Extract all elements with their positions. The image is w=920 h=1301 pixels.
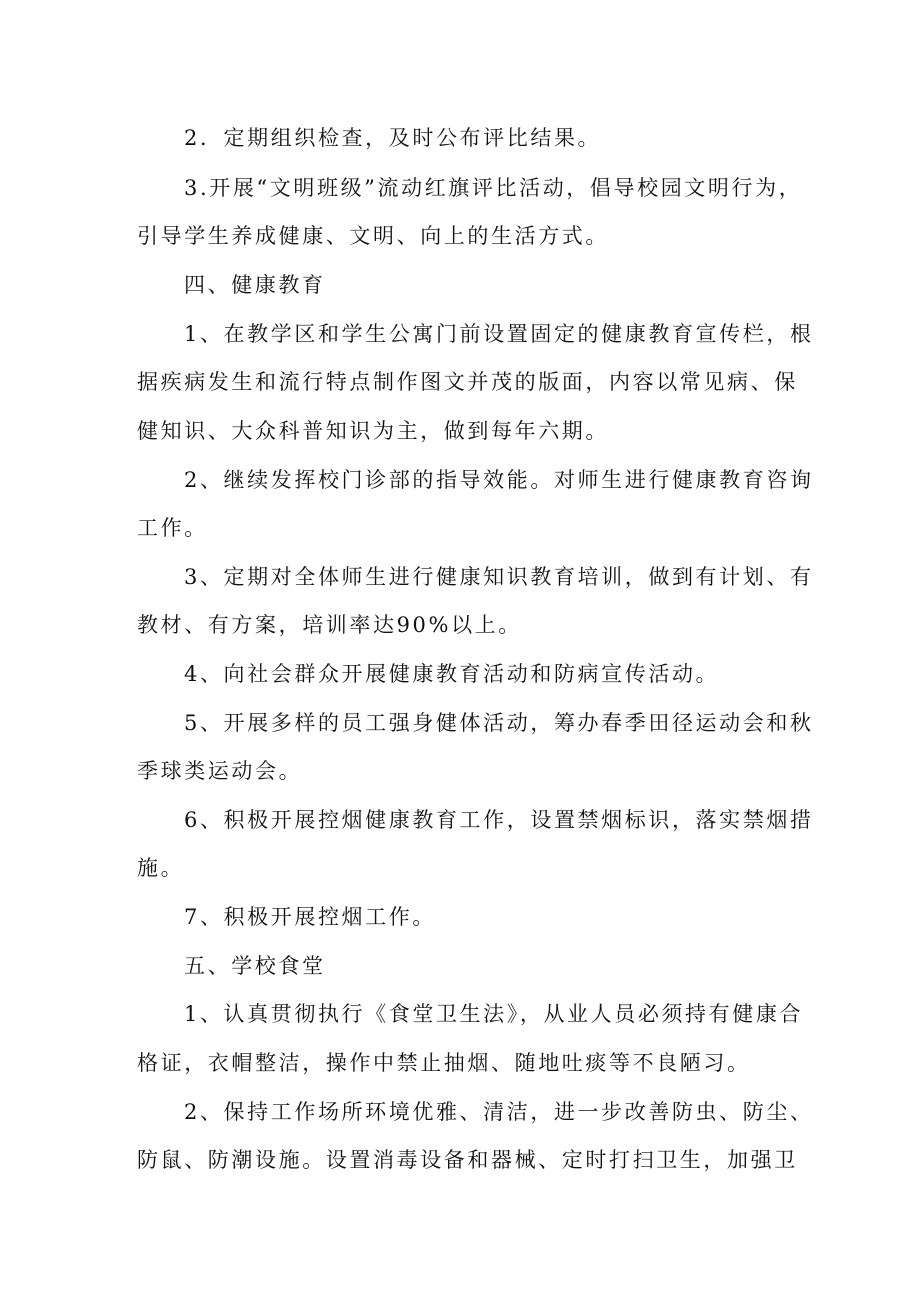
paragraph-line: 施。 [137,856,185,880]
paragraph-line: 据疾病发生和流行特点制作图文并茂的版面，内容以常见病、保 [137,370,798,394]
paragraph-line: 2．定期组织检查，及时公布评比结果。 [184,126,602,150]
paragraph-line: 2、继续发挥校门诊部的指导效能。对师生进行健康教育咨询 [184,468,814,492]
paragraph-line: 6、积极开展控烟健康教育工作，设置禁烟标识，落实禁烟措 [184,808,814,832]
section-heading: 四、健康教育 [184,273,326,297]
section-heading: 五、学校食堂 [184,954,326,978]
paragraph-line: 5、开展多样的员工强身健体活动，筹办春季田径运动会和秋 [184,711,814,735]
paragraph-line: 2、保持工作场所环境优雅、清洁，进一步改善防虫、防尘、 [184,1100,814,1124]
paragraph-line: 3、定期对全体师生进行健康知识教育培训，做到有计划、有 [184,565,814,589]
paragraph-line: 健知识、大众科普知识为主，做到每年六期。 [137,419,609,443]
paragraph-line: 工作。 [137,516,208,540]
paragraph-line: 季球类运动会。 [137,759,303,783]
paragraph-line: 7、积极开展控烟工作。 [184,905,436,929]
paragraph-line: 教材、有方案，培训率达90%以上。 [137,613,522,637]
paragraph-line: 3.开展“文明班级”流动红旗评比活动，倡导校园文明行为， [184,176,803,200]
paragraph-line: 1、在教学区和学生公寓门前设置固定的健康教育宣传栏，根 [184,322,814,346]
paragraph-line: 引导学生养成健康、文明、向上的生活方式。 [137,224,609,248]
paragraph-line: 4、向社会群众开展健康教育活动和防病宣传活动。 [184,662,720,686]
paragraph-line: 格证，衣帽整洁，操作中禁止抽烟、随地吐痰等不良陋习。 [137,1051,751,1075]
paragraph-line: 1、认真贯彻执行《食堂卫生法》，从业人员必须持有健康合 [184,1002,804,1026]
paragraph-line: 防鼠、防潮设施。设置消毒设备和器械、定时打扫卫生，加强卫 [137,1148,798,1172]
